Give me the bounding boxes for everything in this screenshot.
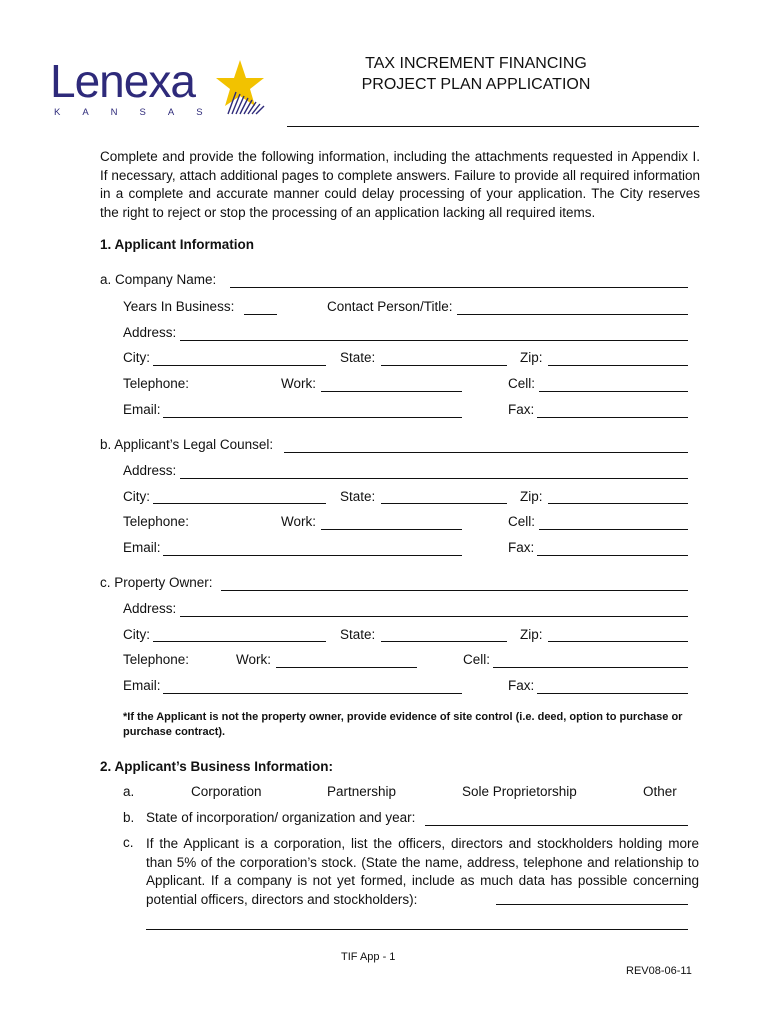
address-field-b[interactable] bbox=[180, 478, 688, 479]
address-label-c: Address: bbox=[123, 601, 177, 616]
state-field-a[interactable] bbox=[381, 365, 507, 366]
option-partnership[interactable]: Partnership bbox=[327, 784, 397, 799]
fax-field-a[interactable] bbox=[537, 417, 688, 418]
work-label-b: Work: bbox=[281, 514, 317, 529]
city-field-b[interactable] bbox=[153, 503, 326, 504]
fax-label-a: Fax: bbox=[508, 402, 535, 417]
address-field-c[interactable] bbox=[180, 616, 688, 617]
item-b-marker: b. bbox=[123, 810, 135, 825]
work-label-c: Work: bbox=[236, 652, 272, 667]
cell-field-b[interactable] bbox=[539, 529, 688, 530]
officers-field-inline[interactable] bbox=[496, 904, 688, 905]
cell-label-b: Cell: bbox=[508, 514, 536, 529]
work-field-a[interactable] bbox=[321, 391, 462, 392]
cell-field-a[interactable] bbox=[539, 391, 688, 392]
state-field-c[interactable] bbox=[381, 641, 507, 642]
zip-label-b: Zip: bbox=[520, 489, 543, 504]
city-field-a[interactable] bbox=[153, 365, 326, 366]
city-label-c: City: bbox=[123, 627, 150, 642]
option-corporation[interactable]: Corporation bbox=[191, 784, 262, 799]
email-label-a: Email: bbox=[123, 402, 161, 417]
state-label-b: State: bbox=[340, 489, 376, 504]
address-label-a: Address: bbox=[123, 325, 177, 340]
fax-field-c[interactable] bbox=[537, 693, 688, 694]
years-in-business-label: Years In Business: bbox=[123, 299, 235, 314]
email-field-c[interactable] bbox=[163, 693, 462, 694]
site-control-note: *If the Applicant is not the property owner, provide evidence of site control (i.e. deed, option to purchase or purchase contract). bbox=[123, 711, 683, 738]
zip-field-b[interactable] bbox=[548, 503, 688, 504]
address-field-a[interactable] bbox=[180, 340, 688, 341]
email-label-b: Email: bbox=[123, 540, 161, 555]
title-line-2: PROJECT PLAN APPLICATION bbox=[361, 76, 591, 93]
state-label-a: State: bbox=[340, 350, 376, 365]
state-label-c: State: bbox=[340, 627, 376, 642]
legal-counsel-label: b. Applicant’s Legal Counsel: bbox=[100, 437, 274, 452]
work-label-a: Work: bbox=[281, 376, 317, 391]
work-field-b[interactable] bbox=[321, 529, 462, 530]
fax-label-b: Fax: bbox=[508, 540, 535, 555]
zip-field-c[interactable] bbox=[548, 641, 688, 642]
item-c-marker: c. bbox=[123, 835, 134, 850]
cell-label-a: Cell: bbox=[508, 376, 536, 391]
title-line-1: TAX INCREMENT FINANCING bbox=[365, 55, 587, 72]
company-name-field[interactable] bbox=[230, 287, 688, 288]
document-title bbox=[326, 53, 626, 95]
zip-label-a: Zip: bbox=[520, 350, 543, 365]
page-number: TIF App - 1 bbox=[341, 951, 396, 963]
company-name-label: a. Company Name: bbox=[100, 272, 217, 287]
years-in-business-field[interactable] bbox=[244, 314, 277, 315]
telephone-label-c: Telephone: bbox=[123, 652, 190, 667]
state-incorporation-field[interactable] bbox=[425, 825, 688, 826]
city-field-c[interactable] bbox=[153, 641, 326, 642]
telephone-label-b: Telephone: bbox=[123, 514, 190, 529]
logo-wordmark: Lenexa bbox=[50, 55, 195, 107]
email-field-a[interactable] bbox=[163, 417, 462, 418]
contact-person-field[interactable] bbox=[457, 314, 688, 315]
state-incorporation-label: State of incorporation/ organization and year: bbox=[146, 810, 416, 825]
section-2-heading: 2. Applicant’s Business Information: bbox=[100, 759, 334, 774]
property-owner-label: c. Property Owner: bbox=[100, 575, 213, 590]
option-other[interactable]: Other bbox=[643, 784, 677, 799]
revision-code: REV08-06-11 bbox=[626, 965, 692, 977]
property-owner-field[interactable] bbox=[221, 590, 688, 591]
title-underline bbox=[287, 126, 699, 127]
fax-field-b[interactable] bbox=[537, 555, 688, 556]
city-label-b: City: bbox=[123, 489, 150, 504]
zip-field-a[interactable] bbox=[548, 365, 688, 366]
city-label-a: City: bbox=[123, 350, 150, 365]
officers-field-line-2[interactable] bbox=[146, 929, 688, 930]
legal-counsel-field[interactable] bbox=[284, 452, 688, 453]
cell-label-c: Cell: bbox=[463, 652, 491, 667]
telephone-label-a: Telephone: bbox=[123, 376, 190, 391]
contact-person-label: Contact Person/Title: bbox=[327, 299, 453, 314]
option-sole-proprietorship[interactable]: Sole Proprietorship bbox=[462, 784, 577, 799]
officers-instructions: If the Applicant is a corporation, list the officers, directors and stockholders holding more than 5% of the corporation’s stock. (State the name, address, telephone and relationship to Applicant. If a company is not yet formed, include as much data has possible concerning potential officers, directors and stockholders): bbox=[146, 836, 699, 907]
intro-paragraph: Complete and provide the following information, including the attachments requested in Appendix I. If necessary, attach additional pages to complete answers. Failure to provide all required information in a complete and accurate manner could delay processing of your application. The City reserves the right to reject or stop the processing of an application lacking all required items. bbox=[100, 149, 700, 220]
address-label-b: Address: bbox=[123, 463, 177, 478]
fax-label-c: Fax: bbox=[508, 678, 535, 693]
work-field-c[interactable] bbox=[276, 667, 417, 668]
section-1-heading: 1. Applicant Information bbox=[100, 237, 255, 252]
zip-label-c: Zip: bbox=[520, 627, 543, 642]
email-label-c: Email: bbox=[123, 678, 161, 693]
logo-subtitle: KANSAS bbox=[54, 107, 225, 118]
item-a-marker: a. bbox=[123, 784, 135, 799]
cell-field-c[interactable] bbox=[493, 667, 688, 668]
state-field-b[interactable] bbox=[381, 503, 507, 504]
email-field-b[interactable] bbox=[163, 555, 462, 556]
